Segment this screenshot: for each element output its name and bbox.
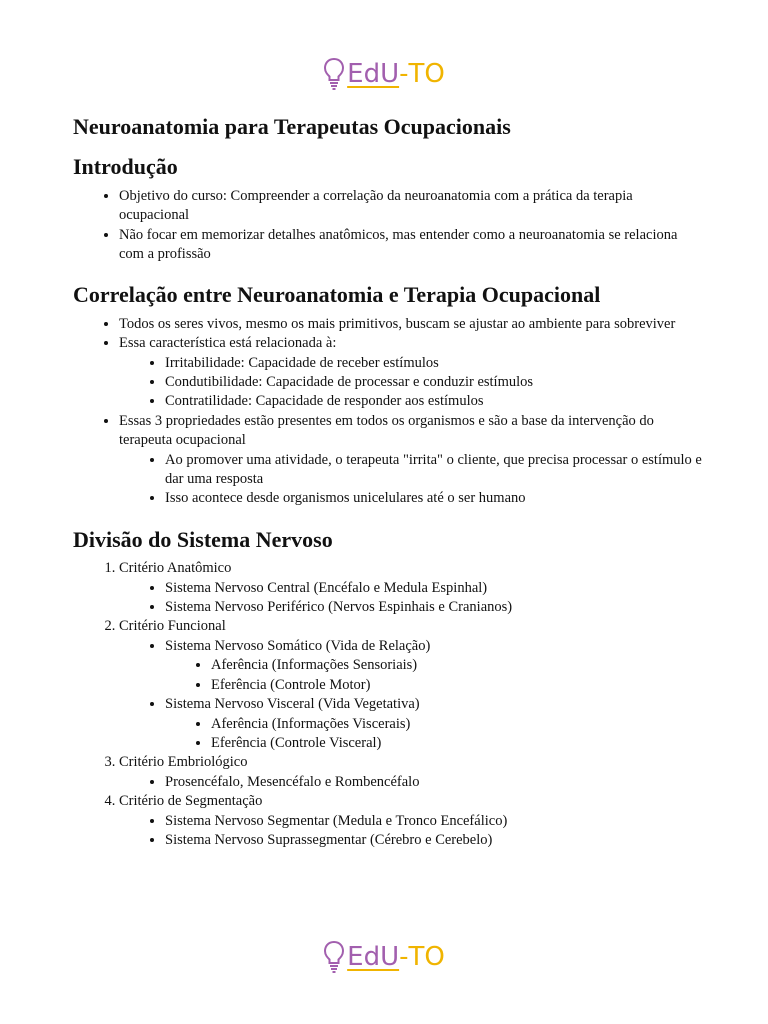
section-introduction	[73, 154, 703, 264]
criterion-item	[119, 559, 703, 617]
sublist-item: • Contratilidade: Capacidade de responder aos estímulos	[165, 392, 703, 411]
logo-wordmark	[347, 61, 445, 87]
sublist	[119, 451, 703, 509]
sublist	[119, 579, 703, 618]
logo-to: TO	[408, 59, 445, 89]
list-item: • Objetivo do curso: Compreender a correlação da neuroanatomia com a prática da terapia ocupacional	[119, 187, 703, 226]
criterion-label: Critério Embriológico	[119, 754, 248, 771]
section-correlation	[73, 282, 703, 508]
sub-sublist-item: • Aferência (Informações Sensoriais)	[211, 656, 703, 675]
sublist	[119, 354, 703, 412]
sublist-item: • Prosencéfalo, Mesencéfalo e Rombencéfalo	[165, 773, 703, 792]
list-item: • Não focar em memorizar detalhes anatômicos, mas entender como a neuroanatomia se relaciona com a profissão	[119, 226, 703, 265]
criterion-label: Critério Anatômico	[119, 560, 232, 577]
footer-logo	[0, 937, 768, 977]
section-heading-division: Divisão do Sistema Nervoso	[73, 526, 333, 552]
lightbulb-icon	[323, 57, 345, 91]
sub-sublist-item: • Aferência (Informações Viscerais)	[211, 715, 703, 734]
list-item-text: Essa característica está relacionada à:	[119, 335, 337, 352]
list-item-text: Essas 3 propriedades estão presentes em todos os organismos e são a base da intervenção do terapeuta ocupacional	[119, 412, 654, 449]
logo-wordmark	[347, 944, 445, 970]
sublist	[119, 812, 703, 851]
section-division	[73, 527, 703, 850]
correlation-list	[73, 315, 703, 509]
list-item	[119, 412, 703, 509]
sublist-item	[165, 695, 703, 753]
sublist-item: • Sistema Nervoso Suprassegmentar (Cérebro e Cerebelo)	[165, 831, 703, 850]
logo-edu: EdU	[347, 942, 400, 972]
sublist-item: • Sistema Nervoso Segmentar (Medula e Tronco Encefálico)	[165, 812, 703, 831]
sublist	[119, 773, 703, 792]
document-content	[73, 114, 703, 868]
list-item-text: Todos os seres vivos, mesmo os mais primitivos, buscam se ajustar ao ambiente para sobreviver	[119, 315, 676, 332]
sublist-item: • Ao promover uma atividade, o terapeuta "irrita" o cliente, que precisa processar o estímulo e dar uma resposta	[165, 451, 703, 490]
section-heading-correlation: Correlação entre Neuroanatomia e Terapia Ocupacional	[73, 282, 601, 308]
criteria-list	[73, 559, 703, 850]
header-logo	[0, 54, 768, 94]
logo-to: TO	[408, 942, 445, 972]
lightbulb-icon	[323, 940, 345, 974]
sublist-item-text: Sistema Nervoso Somático (Vida de Relação)	[165, 637, 431, 654]
list-item	[119, 334, 703, 412]
document-title: Neuroanatomia para Terapeutas Ocupacionais	[73, 114, 511, 139]
logo-dash: -	[399, 59, 409, 89]
sub-sublist-item: • Eferência (Controle Motor)	[211, 676, 703, 695]
sublist-item: • Isso acontece desde organismos unicelulares até o ser humano	[165, 489, 703, 508]
sublist-item: • Condutibilidade: Capacidade de processar e conduzir estímulos	[165, 373, 703, 392]
sublist-item: • Sistema Nervoso Periférico (Nervos Espinhais e Cranianos)	[165, 598, 703, 617]
section-heading-introduction: Introdução	[73, 154, 178, 180]
criterion-item	[119, 792, 703, 850]
criterion-item	[119, 753, 703, 792]
sub-sublist-item: • Eferência (Controle Visceral)	[211, 734, 703, 753]
intro-list	[73, 187, 703, 265]
sublist	[119, 637, 703, 753]
criterion-label: Critério Funcional	[119, 618, 226, 635]
sublist-item	[165, 637, 703, 695]
logo-edu: EdU	[347, 59, 400, 89]
sub-sublist	[165, 656, 703, 695]
sublist-item: • Irritabilidade: Capacidade de receber estímulos	[165, 354, 703, 373]
criterion-label: Critério de Segmentação	[119, 793, 263, 810]
criterion-item	[119, 617, 703, 753]
logo-dash: -	[399, 942, 409, 972]
sublist-item-text: Sistema Nervoso Visceral (Vida Vegetativa)	[165, 696, 420, 713]
list-item	[119, 315, 703, 334]
sublist-item: • Sistema Nervoso Central (Encéfalo e Medula Espinhal)	[165, 579, 703, 598]
sub-sublist	[165, 715, 703, 754]
